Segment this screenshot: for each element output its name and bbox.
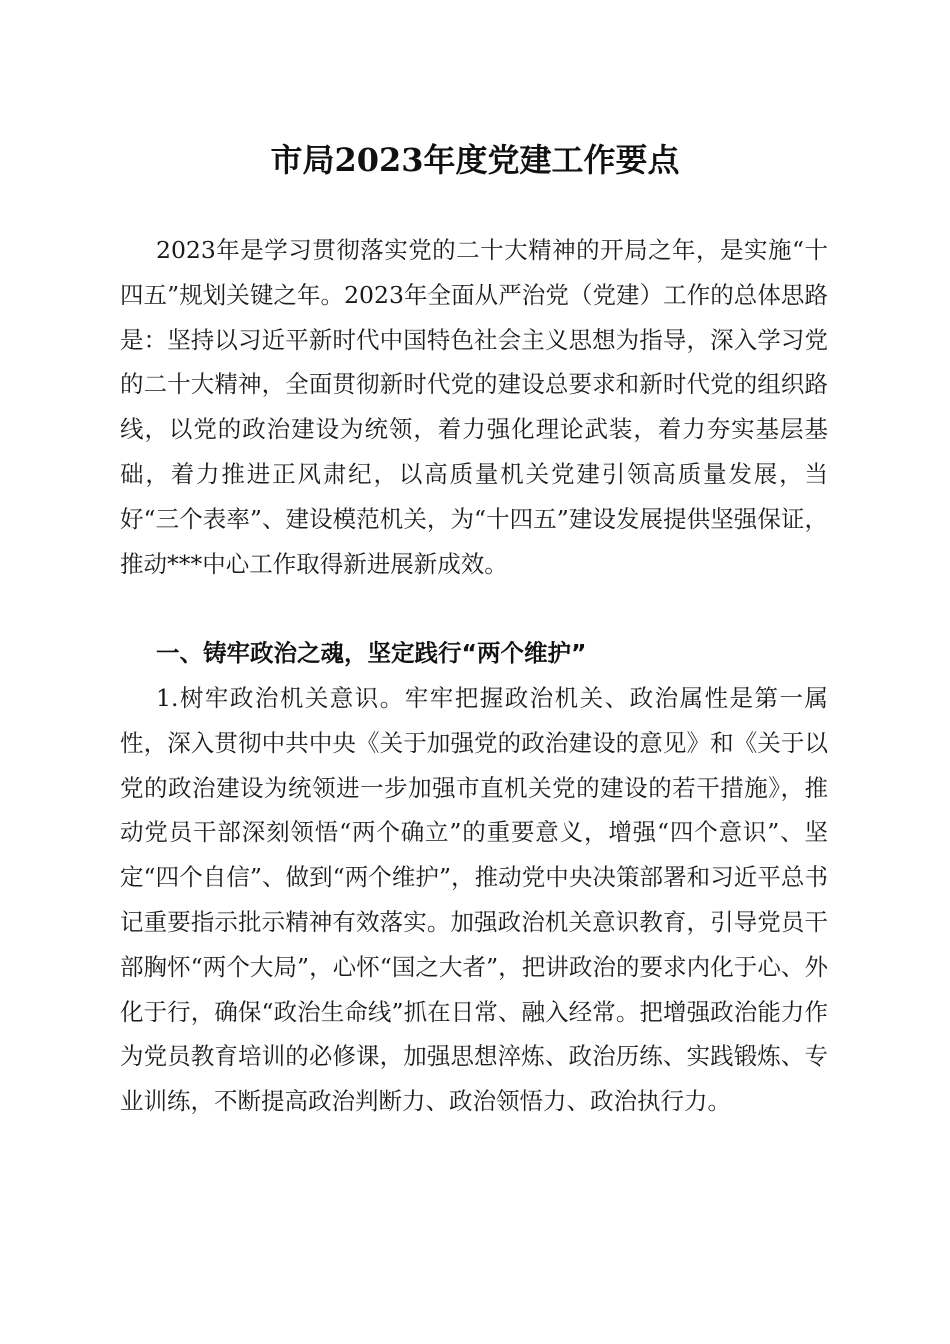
item-paragraph: 1.树牢政治机关意识。牢牢把握政治机关、政治属性是第一属性，深入贯彻中共中央《关于加强党的政治建设的意见》和《关于以党的政治建设为统领进一步加强市直机关党的建设的若干措施》，推动党员干部深刻领悟“两个确立”的重要意义，增强“四个意识”、坚定“四个自信”、做到“两个维护”，推动党中央决策部署和习近平总书记重要指示批示精神有效落实。加强政治机关意识教育，引导党员干部胸怀“两个大局”，心怀“国之大者”，把讲政治的要求内化于心、外化于行，确保“政治生命线”抓在日常、融入经常。把增强政治能力作为党员教育培训的必修课，加强思想淬炼、政治历练、实践锻炼、专业训练，不断提高政治判断力、政治领悟力、政治执行力。 <box>120 684 828 1116</box>
intro-paragraph: 2023年是学习贯彻落实党的二十大精神的开局之年，是实施“十四五”规划关键之年。2023年全面从严治党（党建）工作的总体思路是：坚持以习近平新时代中国特色社会主义思想为指导，深入学习党的二十大精神，全面贯彻新时代党的建设总要求和新时代党的组织路线，以党的政治建设为统领，着力强化理论武装，着力夯实基层基础，着力推进正风肃纪，以高质量机关党建引领高质量发展，当好“三个表率”、建设模范机关，为“十四五”建设发展提供坚强保证，推动***中心工作取得新进展新成效。 <box>120 236 828 578</box>
document-title: 市局2023年度党建工作要点 <box>270 141 680 179</box>
section-heading: 一、铸牢政治之魂，坚定践行“两个维护” <box>156 639 587 667</box>
